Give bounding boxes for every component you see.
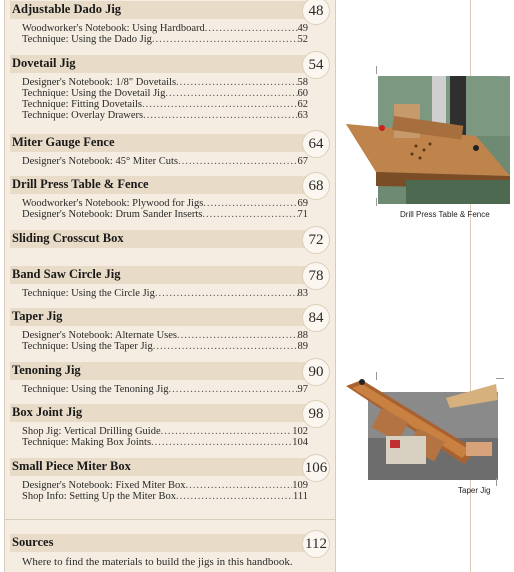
sources-description: Where to find the materials to build the jigs in this handbook.: [22, 556, 293, 568]
section-page-badge: 48: [302, 0, 330, 25]
entry-page: 63: [297, 110, 308, 121]
dot-leader: [202, 209, 297, 220]
entry-page: 83: [297, 288, 308, 299]
photo-caption: Drill Press Table & Fence: [400, 210, 490, 219]
crop-mark: [496, 478, 497, 486]
entry-page: 60: [297, 88, 308, 99]
entry-label: Technique: Fitting Dovetails: [22, 99, 142, 110]
entry-label: Designer's Notebook: Drum Sander Inserts: [22, 209, 203, 220]
toc-entry[interactable]: [22, 437, 308, 448]
section-title[interactable]: Dovetail Jig: [12, 56, 76, 70]
toc-section-miter-gauge-fence: [10, 134, 330, 167]
entry-page: 88: [297, 330, 308, 341]
toc-entry[interactable]: [22, 88, 308, 99]
crop-mark: [376, 372, 377, 380]
dot-leader: [176, 77, 297, 88]
section-title[interactable]: Box Joint Jig: [12, 405, 83, 419]
entry-label: Technique: Using the Dovetail Jig: [22, 88, 166, 99]
section-page-badge: 54: [302, 51, 330, 79]
toc-section-sliding-crosscut-box: [10, 230, 330, 248]
toc-entry[interactable]: [22, 198, 308, 209]
section-title[interactable]: Drill Press Table & Fence: [12, 177, 149, 191]
entry-page: 104: [292, 437, 308, 448]
toc-section-small-piece-miter-box: [10, 458, 330, 502]
entry-page: 109: [292, 480, 308, 491]
entry-page: 102: [292, 426, 308, 437]
section-page-badge: 106: [302, 454, 330, 482]
toc-section-dovetail-jig: [10, 55, 330, 121]
entry-page: 67: [297, 156, 308, 167]
section-header[interactable]: [10, 458, 330, 476]
dot-leader: [185, 480, 292, 491]
entry-label: Woodworker's Notebook: Using Hardboard: [22, 23, 205, 34]
drill-press-photo: [346, 76, 510, 204]
toc-entry[interactable]: [22, 480, 308, 491]
toc-section-sources: [10, 534, 330, 568]
toc-section-band-saw-circle-jig: [10, 266, 330, 299]
toc-entry[interactable]: [22, 384, 308, 395]
dot-leader: [151, 437, 292, 448]
dot-leader: [153, 341, 298, 352]
section-title[interactable]: Adjustable Dado Jig: [12, 2, 122, 16]
section-page-badge: 90: [302, 358, 330, 386]
drill-press-illustration: [346, 76, 510, 204]
toc-entry[interactable]: [22, 77, 308, 88]
dot-leader: [161, 426, 293, 437]
section-title[interactable]: Miter Gauge Fence: [12, 135, 115, 149]
entry-page: 89: [297, 341, 308, 352]
dot-leader: [143, 110, 297, 121]
toc-entry[interactable]: [22, 288, 308, 299]
toc-entry[interactable]: [22, 209, 308, 220]
dot-leader: [177, 330, 298, 341]
toc-entry[interactable]: [22, 491, 308, 502]
section-header[interactable]: [10, 308, 330, 326]
section-header[interactable]: [10, 230, 330, 248]
section-header[interactable]: [10, 534, 330, 552]
entry-label: Technique: Overlay Drawers: [22, 110, 144, 121]
crop-mark: [376, 198, 377, 206]
entry-label: Technique: Making Box Joints: [22, 437, 152, 448]
section-page-badge: 64: [302, 130, 330, 158]
toc-entry[interactable]: [22, 34, 308, 45]
entry-label: Designer's Notebook: Alternate Uses: [22, 330, 177, 341]
entry-page: 111: [293, 491, 308, 502]
section-title[interactable]: Taper Jig: [12, 309, 63, 323]
crop-mark: [500, 76, 508, 77]
section-header[interactable]: [10, 362, 330, 380]
toc-section-tenoning-jig: [10, 362, 330, 395]
entry-label: Designer's Notebook: 1/8" Dovetails: [22, 77, 177, 88]
dot-leader: [142, 99, 298, 110]
entry-label: Designer's Notebook: Fixed Miter Box: [22, 480, 186, 491]
toc-section-drill-press-table: [10, 176, 330, 220]
entry-label: Technique: Using the Dado Jig: [22, 34, 152, 45]
crop-mark: [496, 378, 504, 379]
section-page-badge: 68: [302, 172, 330, 200]
entry-label: Technique: Using the Taper Jig: [22, 341, 153, 352]
entry-label: Designer's Notebook: 45° Miter Cuts: [22, 156, 178, 167]
section-divider: [4, 519, 335, 520]
toc-entry[interactable]: [22, 99, 308, 110]
toc-entry[interactable]: [22, 110, 308, 121]
dot-leader: [165, 88, 297, 99]
entry-page: 58: [297, 77, 308, 88]
entry-page: 62: [297, 99, 308, 110]
photo-caption: Taper Jig: [458, 486, 491, 495]
section-header[interactable]: [10, 266, 330, 284]
dot-leader: [178, 156, 298, 167]
section-page-badge: 112: [302, 530, 330, 558]
section-page-badge: 78: [302, 262, 330, 290]
entry-page: 69: [297, 198, 308, 209]
toc-entry[interactable]: [22, 23, 308, 34]
entry-label: Technique: Using the Circle Jig: [22, 288, 155, 299]
taper-jig-illustration: [346, 378, 498, 480]
section-title[interactable]: Sliding Crosscut Box: [12, 231, 124, 245]
section-title[interactable]: Band Saw Circle Jig: [12, 267, 121, 281]
section-header[interactable]: [10, 134, 330, 152]
section-header[interactable]: [10, 55, 330, 73]
section-page-badge: 72: [302, 226, 330, 254]
entry-label: Technique: Using the Tenoning Jig: [22, 384, 169, 395]
toc-section-taper-jig: [10, 308, 330, 352]
toc-entry[interactable]: [22, 330, 308, 341]
toc-entry[interactable]: [22, 426, 308, 437]
section-page-badge: 84: [302, 304, 330, 332]
dot-leader: [176, 491, 293, 502]
entry-page: 52: [297, 34, 308, 45]
dot-leader: [203, 198, 297, 209]
section-title[interactable]: Sources: [12, 535, 54, 549]
section-title[interactable]: Tenoning Jig: [12, 363, 81, 377]
dot-leader: [152, 34, 298, 45]
dot-leader: [168, 384, 297, 395]
entry-label: Woodworker's Notebook: Plywood for Jigs: [22, 198, 204, 209]
toc-section-box-joint-jig: [10, 404, 330, 448]
section-title[interactable]: Small Piece Miter Box: [12, 459, 131, 473]
crop-mark: [376, 66, 377, 74]
dot-leader: [205, 23, 298, 34]
section-page-badge: 98: [302, 400, 330, 428]
section-header[interactable]: [10, 404, 330, 422]
entry-page: 49: [297, 23, 308, 34]
entry-label: Shop Info: Setting Up the Miter Box: [22, 491, 176, 502]
toc-entry[interactable]: [22, 341, 308, 352]
toc-section-adjustable-dado-jig: [10, 1, 330, 45]
entry-page: 71: [297, 209, 308, 220]
toc-entry[interactable]: [22, 156, 308, 167]
section-header[interactable]: [10, 1, 330, 19]
entry-label: Shop Jig: Vertical Drilling Guide: [22, 426, 161, 437]
entry-page: 97: [297, 384, 308, 395]
dot-leader: [155, 288, 298, 299]
section-header[interactable]: [10, 176, 330, 194]
taper-jig-photo: [346, 378, 498, 480]
